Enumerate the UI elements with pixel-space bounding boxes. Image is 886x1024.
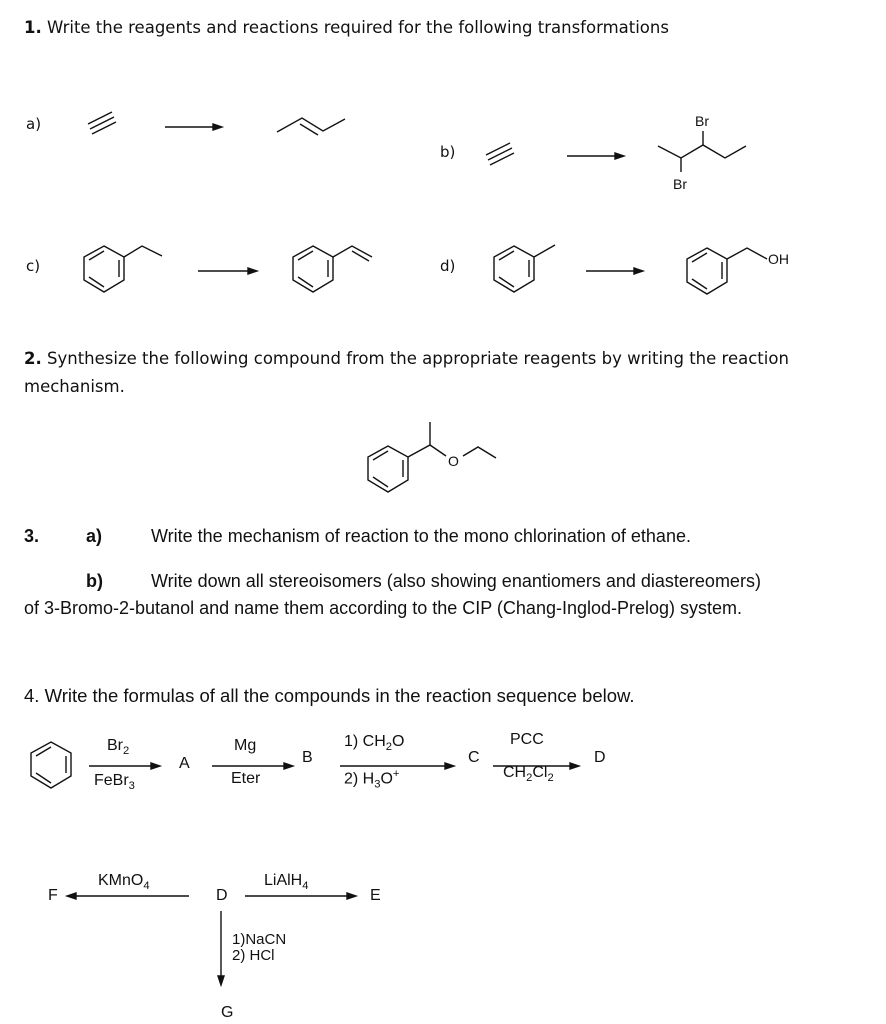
- q4-compound-c: C: [468, 749, 480, 766]
- q4-compound-e: E: [370, 887, 381, 904]
- q4-reagent-br2: $Br_2$: [107, 737, 130, 758]
- q3b-label: b): [86, 571, 103, 591]
- q1b-dibromide-product: [658, 131, 746, 172]
- q1-label-d: d): [440, 257, 456, 275]
- q1c-benzene-propyl: [84, 246, 162, 292]
- q4-compound-d: D: [594, 749, 606, 766]
- q3b-text-line2: of 3-Bromo-2-butanol and name them according to the CIP (Chang-Inglod-Prelog) system.: [24, 598, 743, 618]
- q1-label-c: c): [26, 257, 41, 275]
- q1-label-b: b): [440, 143, 456, 161]
- q4-arrow-d-to-f: [67, 893, 189, 899]
- q4-reagent-lialh4: LiAlH$_4$: [264, 872, 309, 893]
- q1c-product: [293, 246, 372, 292]
- q1-number: 1.: [24, 18, 42, 37]
- q2-target-structure: [0, 400, 886, 510]
- q2-number: 2.: [24, 349, 42, 368]
- q4-arrow-1: [89, 763, 160, 769]
- q4-reagent-eter: Eter: [231, 770, 261, 787]
- q4-arrow-d-to-g: [218, 911, 224, 985]
- q2-text-line2: mechanism.: [24, 377, 125, 396]
- q4-reagent-ch2o: 1) $CH_2O$: [344, 733, 405, 754]
- q2-text-line1: Synthesize the following compound from the appropriate reagents by writing the reaction: [47, 349, 789, 368]
- q4-benzene: [31, 742, 71, 788]
- q1a-arrow: [165, 124, 222, 130]
- q4-compound-d-second: D: [216, 887, 228, 904]
- q4-reagent-febr3: FeBr$_3$: [94, 772, 135, 793]
- q4-reagent-ch2cl2: $CH_2Cl_2$: [503, 764, 554, 785]
- q1-label-a: a): [26, 115, 42, 133]
- q3-number: 3.: [24, 526, 40, 546]
- q1c-arrow: [198, 268, 257, 274]
- q1d-oh: OH: [768, 251, 789, 267]
- q4-title: 4. Write the formulas of all the compounds in the reaction sequence below.: [24, 685, 635, 706]
- q4-reagent-nacn: 1)NaCN: [232, 931, 287, 948]
- q1b-alkyne: [486, 143, 514, 165]
- q4-compound-b: B: [302, 749, 313, 766]
- q4-reagent-hcl: 2) HCl: [232, 947, 275, 964]
- q3b-text-line1: Write down all stereoisomers (also showing enantiomers and diastereomers): [151, 571, 761, 591]
- q1d-product-alcohol: [687, 248, 767, 294]
- q4-arrow-d-to-e: [245, 893, 356, 899]
- q1b-br-top: Br: [695, 113, 709, 129]
- q4-compound-a: A: [179, 755, 190, 772]
- q1d-benzene-ethyl: [494, 245, 555, 292]
- q1-text: Write the reagents and reactions required for the following transformations: [47, 18, 669, 37]
- q1d-arrow: [586, 268, 643, 274]
- q3a-text: Write the mechanism of reaction to the mono chlorination of ethane.: [151, 526, 691, 546]
- q2-oxygen: O: [448, 453, 459, 469]
- q1b-br-bottom: Br: [673, 176, 687, 192]
- q2-title: [24, 345, 789, 401]
- q4-arrow-2: [212, 763, 293, 769]
- q1-structures: [0, 0, 886, 330]
- q4-reagent-kmno4: KMnO$_4$: [98, 872, 150, 893]
- q1a-alkyne: [88, 112, 116, 134]
- q4-compound-f: F: [48, 887, 58, 904]
- q3a-label: a): [86, 526, 103, 546]
- q1a-alkene-product: [277, 118, 345, 135]
- q1b-arrow: [567, 153, 624, 159]
- q4-reagent-h3o: 2) $H_3O^+$: [344, 768, 400, 791]
- q4-reagent-pcc: PCC: [510, 731, 544, 748]
- q4-reagent-mg: Mg: [234, 737, 257, 754]
- q4-compound-g: G: [221, 1004, 234, 1021]
